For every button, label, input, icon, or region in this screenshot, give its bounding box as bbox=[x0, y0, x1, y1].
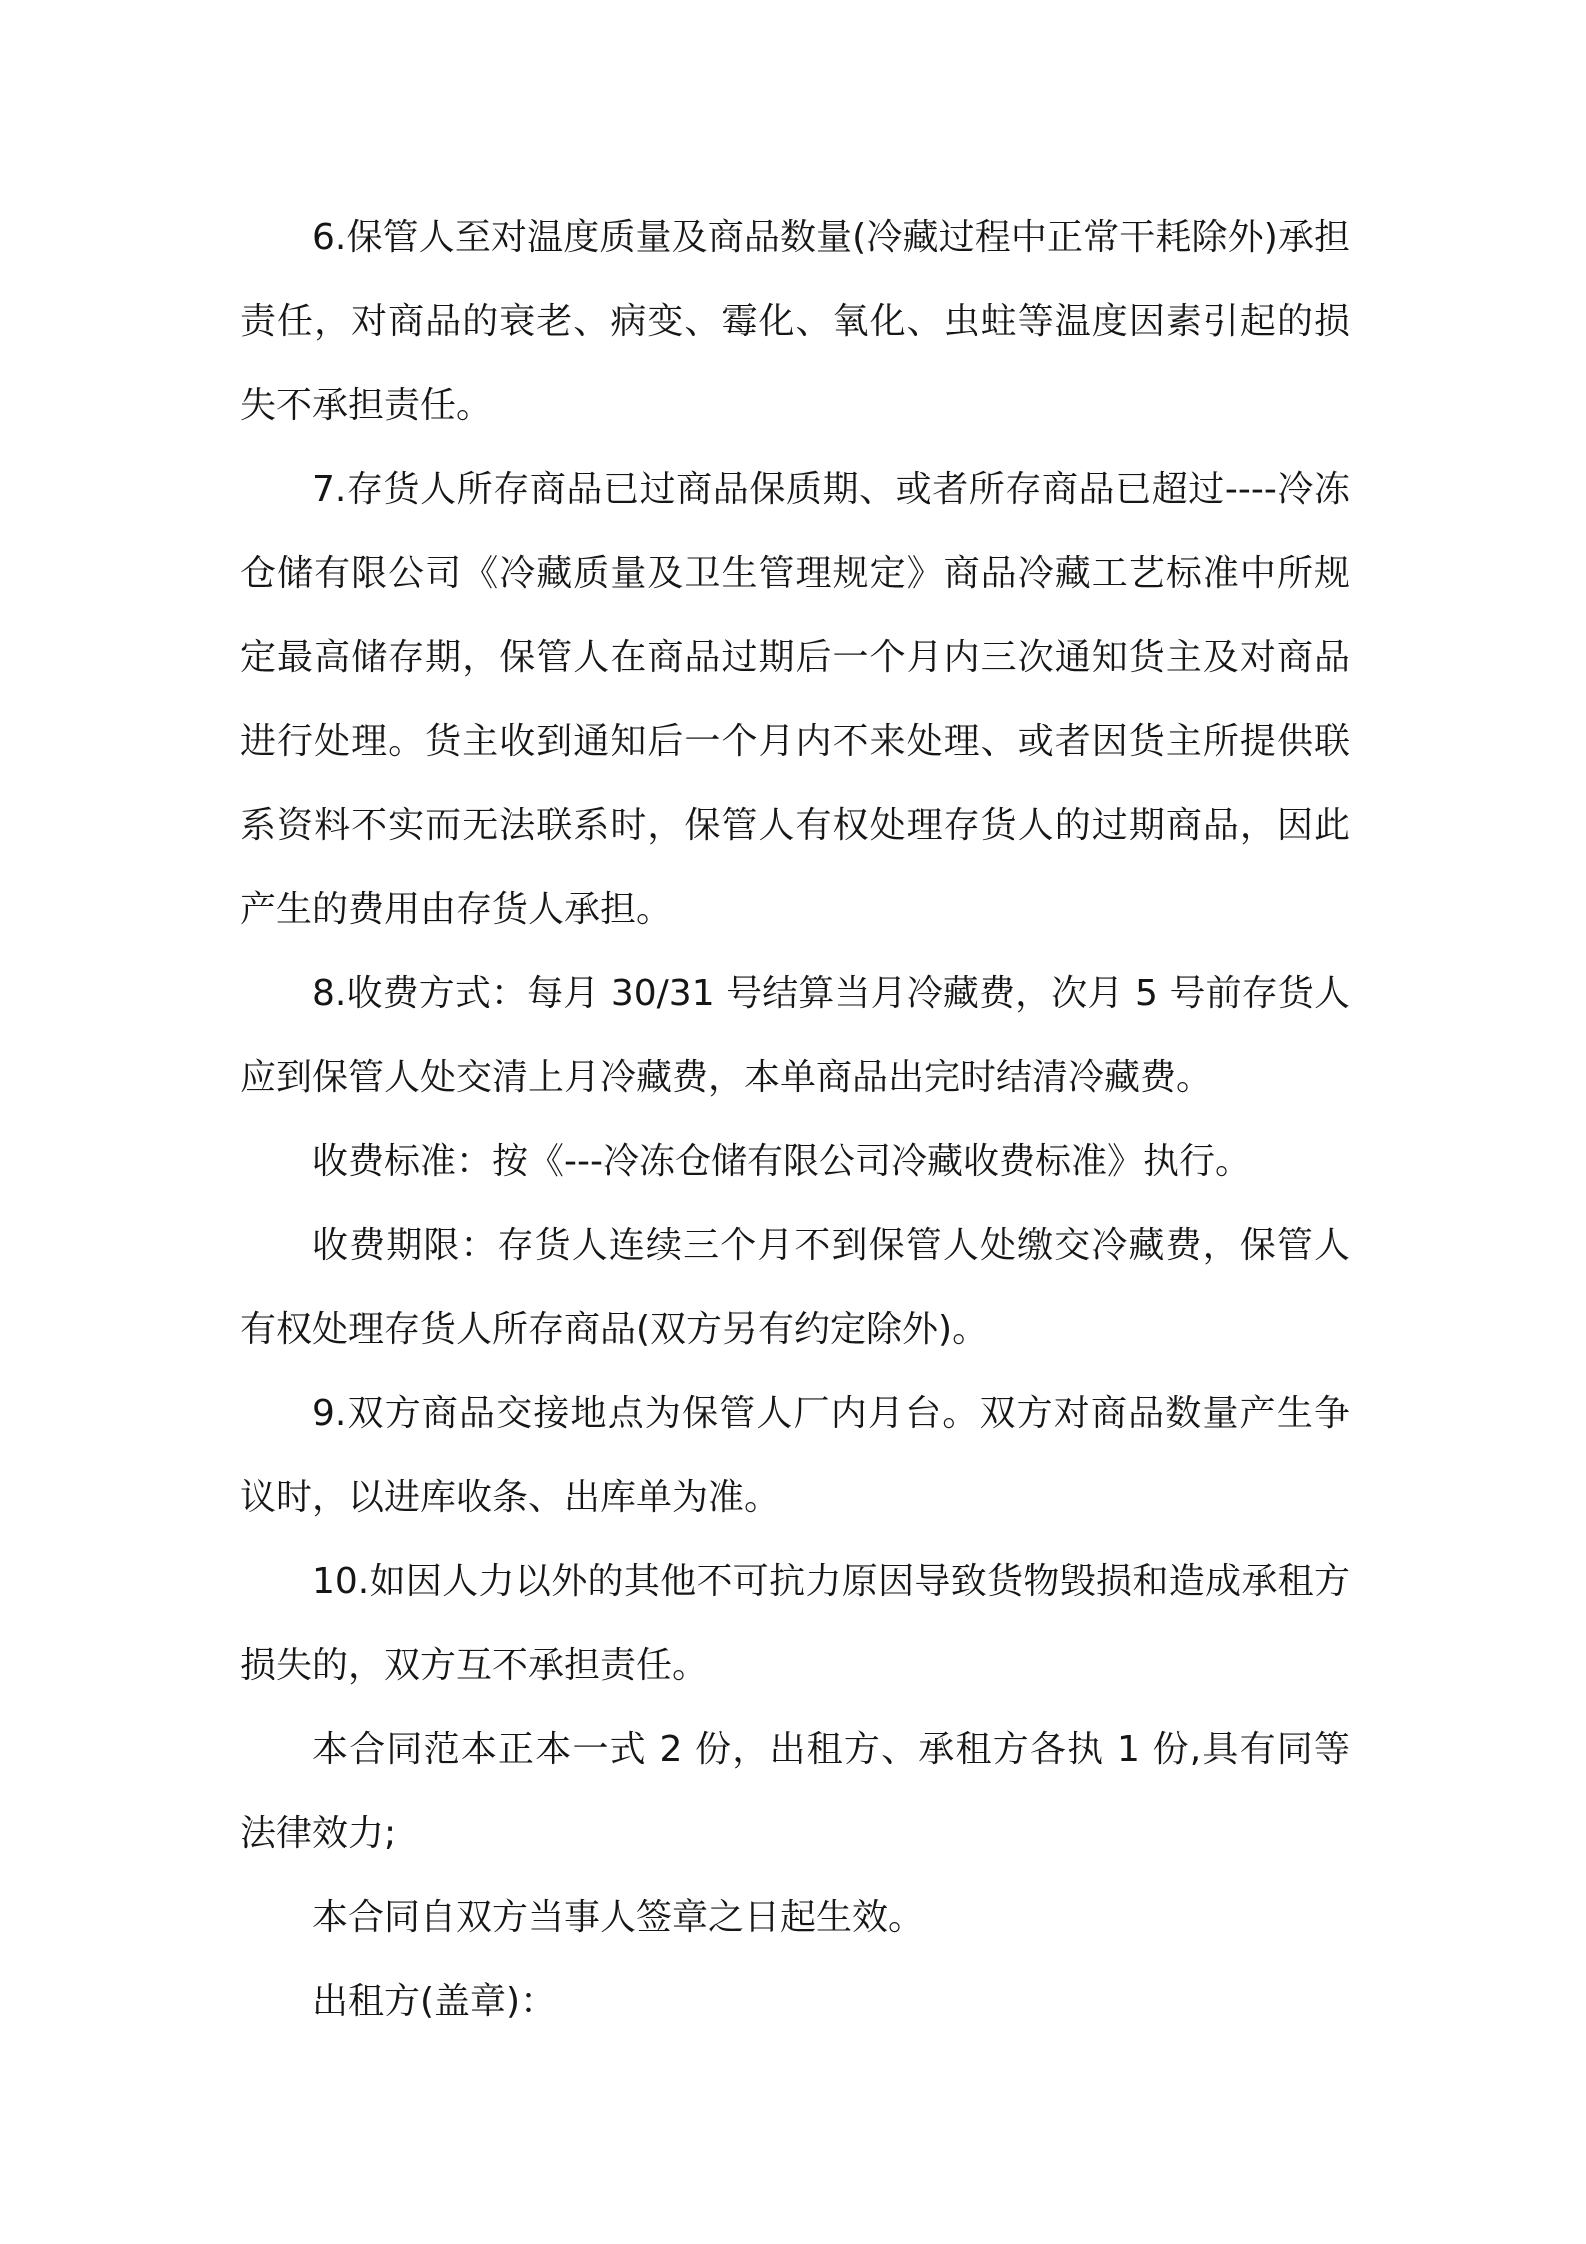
lessor-signature-label: 出租方(盖章)： bbox=[312, 1981, 557, 2022]
fee-deadline-paragraph: 收费期限：存货人连续三个月不到保管人处缴交冷藏费，保管人有权处理存货人所存商品(双方另有约定除外)。 bbox=[240, 1225, 1350, 1350]
clause-10-paragraph: 10.如因人力以外的其他不可抗力原因导致货物毁损和造成承租方损失的，双方互不承担责任。 bbox=[240, 1561, 1350, 1686]
clause-6-paragraph: 6.保管人至对温度质量及商品数量(冷藏过程中正常干耗除外)承担责任，对商品的衰老、病变、霉化、氧化、虫蛀等温度因素引起的损失不承担责任。 bbox=[240, 217, 1350, 426]
clause-9-paragraph: 9.双方商品交接地点为保管人厂内月台。双方对商品数量产生争议时，以进库收条、出库单为准。 bbox=[240, 1393, 1350, 1518]
copies-paragraph: 本合同范本正本一式 2 份，出租方、承租方各执 1 份,具有同等法律效力; bbox=[240, 1729, 1350, 1854]
effective-date-paragraph: 本合同自双方当事人签章之日起生效。 bbox=[312, 1897, 925, 1938]
clause-8-payment-method: 8.收费方式：每月 30/31 号结算当月冷藏费，次月 5 号前存货人应到保管人处交清上月冷藏费，本单商品出完时结清冷藏费。 bbox=[240, 973, 1350, 1098]
clause-7-paragraph: 7.存货人所存商品已过商品保质期、或者所存商品已超过----冷冻仓储有限公司《冷藏质量及卫生管理规定》商品冷藏工艺标准中所规定最高储存期，保管人在商品过期后一个月内三次通知货主及对商品进行处理。货主收到通知后一个月内不来处理、或者因货主所提供联系资料不实而无法联系时，保管人有权处理存货人的过期商品，因此产生的费用由存货人承担。 bbox=[240, 469, 1350, 930]
fee-standard-paragraph: 收费标准：按《---冷冻仓储有限公司冷藏收费标准》执行。 bbox=[312, 1141, 1251, 1182]
contract-body bbox=[240, 196, 1350, 2044]
